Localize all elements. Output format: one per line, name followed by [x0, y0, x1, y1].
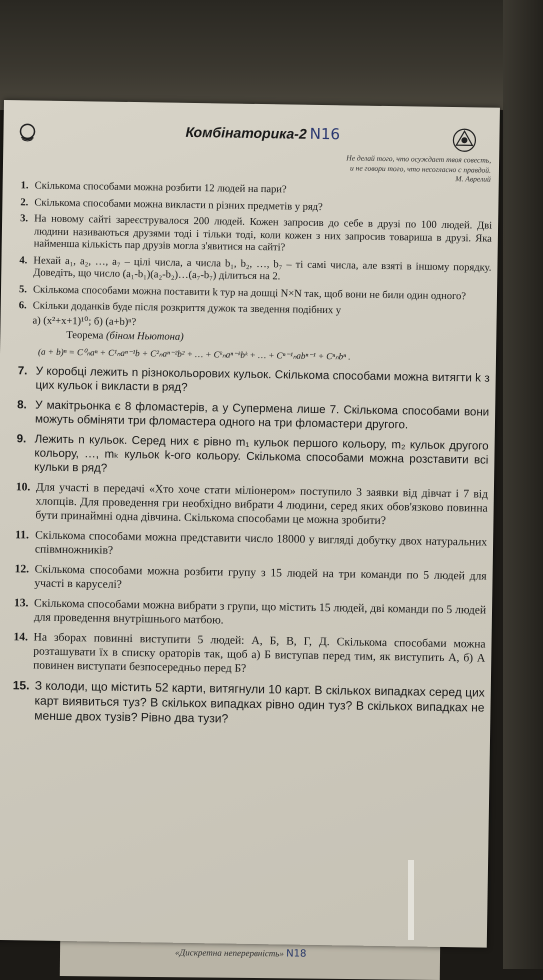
task-number: 15.	[12, 677, 30, 692]
task-text: Скількома способами можна представити число 18000 у вигляді добутку двох натуральних співмножників?	[34, 529, 488, 557]
epigraph-author: М. Аврелий	[455, 174, 491, 184]
footer-title: «Дискретна неперервність»	[174, 947, 284, 959]
task-text: Скількома способами можна викласти n різних предметів у ряд?	[34, 196, 323, 213]
task-text: Скількома способами можна розбити 12 людей на пари?	[34, 180, 287, 196]
task-text: У макітрьонка є 8 фломастерів, а у Супермена лише 7. Скількома способами вони можуть обміняти три фломастера одного на три фломастери другого.	[34, 399, 490, 431]
task-number: 7.	[17, 364, 28, 377]
task-number: 4.	[19, 254, 28, 266]
task-text: З колоди, що містить 52 карти, витягнули 10 карт. В скількох випадках серед цих карт виявиться туз? В скількох випадках рівно один туз? В скількох випадках не менше двох тузів? Рівно два тузи?	[34, 678, 485, 726]
page-title	[185, 123, 340, 143]
background-right	[503, 0, 543, 969]
task-number: 6.	[18, 300, 27, 312]
task-number: 14.	[13, 630, 29, 643]
task-text: У коробці лежить n різнокольорових кульок. Скількома способами можна витягти k з цих кульок і викласти в ряд?	[35, 365, 490, 394]
task-10	[15, 480, 488, 529]
task-text: Для участі в передачі «Хто хоче стати міліонером» поступило 3 заявки від дівчат і 7 від хлопців. Для проведення гри необхідно вибрати 4 людини, серед яких обов'язково повинна бути принаймні одна дівчина. Скількома способами це можна зробити?	[35, 481, 488, 527]
task-text: На зборах повинні виступити 5 людей: А, Б, В, Г, Д. Скількома способами можна розташувати їх в списку ораторів так, щоб а) Б виступав перед тим, як виступить А, б) А повинен виступати безпосередньо перед Б?	[33, 631, 486, 675]
task-text: Скількома способами можна розбити групу з 15 людей на три команди по 5 людей для участі в каруселі?	[34, 563, 487, 591]
task-number: 13.	[14, 596, 29, 609]
task-12	[14, 562, 486, 597]
task-7	[17, 364, 489, 399]
theorem-label: Теорема	[66, 329, 104, 342]
task-text: Нехай a₁, a₂, …, a₇ – цілі числа, а числа b₁, b₂, …, b₇ – ті самі числа, але взяті в іншому порядку. Доведіть, що число (a₁-b₁)(a₂-b₂)…(a₇-b₇) ділиться на 2.	[33, 254, 492, 283]
task-number: 1.	[20, 180, 29, 192]
task-14	[13, 630, 486, 679]
logo-right-icon	[451, 127, 477, 153]
theorem-name: (біном Ньютона)	[105, 330, 184, 343]
task-number: 10.	[15, 480, 31, 493]
epigraph	[273, 152, 491, 184]
task-13	[14, 596, 486, 631]
worksheet	[0, 100, 500, 948]
binomial-formula: (a + b)ⁿ = C⁰ₙaⁿ + C¹ₙaⁿ⁻¹b + C²ₙaⁿ⁻²b² + … + Cᵏₙaⁿ⁻ᵏbᵏ + … + Cⁿ⁻¹ₙabⁿ⁻¹ + Cⁿₙbⁿ .	[37, 346, 351, 362]
task-3	[20, 213, 493, 258]
task-list	[12, 180, 493, 736]
title-text: Комбінаторика-2	[185, 123, 307, 142]
task-number: 3.	[20, 213, 29, 225]
task-number: 11.	[15, 528, 30, 541]
task-text: Скільки доданків буде після розкриття дужок та зведення подібних у	[32, 300, 342, 317]
task-number: 2.	[20, 196, 29, 208]
task-text: Скількома способами можна поставити k тур на дошці N×N так, щоб вони не били один одного?	[32, 283, 467, 302]
task-15	[12, 678, 485, 730]
task-text: Скількома способами можна вибрати з групи, що містить 15 людей, дві команди по 5 людей для проведення внутрішнього матбою.	[33, 597, 487, 627]
task-number: 5.	[18, 283, 27, 295]
task-9	[16, 432, 489, 481]
epigraph-line: Не делай того, что осуждает твоя совесть,	[346, 153, 492, 165]
task-4	[19, 255, 491, 287]
task-number: 8.	[17, 398, 27, 411]
task-number: 12.	[14, 562, 30, 575]
task-6-sub: а) (x²+x+1)¹⁰; б) (a+b)ⁿ?	[32, 314, 137, 328]
task-text: Лежить n кульок. Серед них є рівно m₁ кульок першого кольору, m₂ кульок другого кольору, …, mₖ кульок k-ого кольору. Скількома способами можна розставити всі кульки в ряд?	[34, 433, 489, 475]
task-11	[15, 528, 487, 563]
footer-handwritten: N18	[286, 948, 307, 960]
binding-strip	[408, 860, 414, 940]
logo-left-icon	[17, 122, 37, 142]
epigraph-line: и не говори того, что несогласно с правдой.	[349, 162, 492, 175]
task-text: На новому сайті зареєструвалося 200 людей. Кожен запросив до себе в друзі по 100 людей. Дві людини називаються друзями тоді і тільки тоді, коли кожен з них запросив товариша в друзі. Яка найменша кількість пар друзів могла з'явитися на сайті?	[33, 213, 493, 254]
task-8	[17, 398, 489, 433]
background-top	[0, 0, 543, 110]
footer-text	[175, 947, 307, 959]
task-number: 9.	[16, 432, 27, 445]
title-handwritten: N16	[309, 124, 341, 144]
